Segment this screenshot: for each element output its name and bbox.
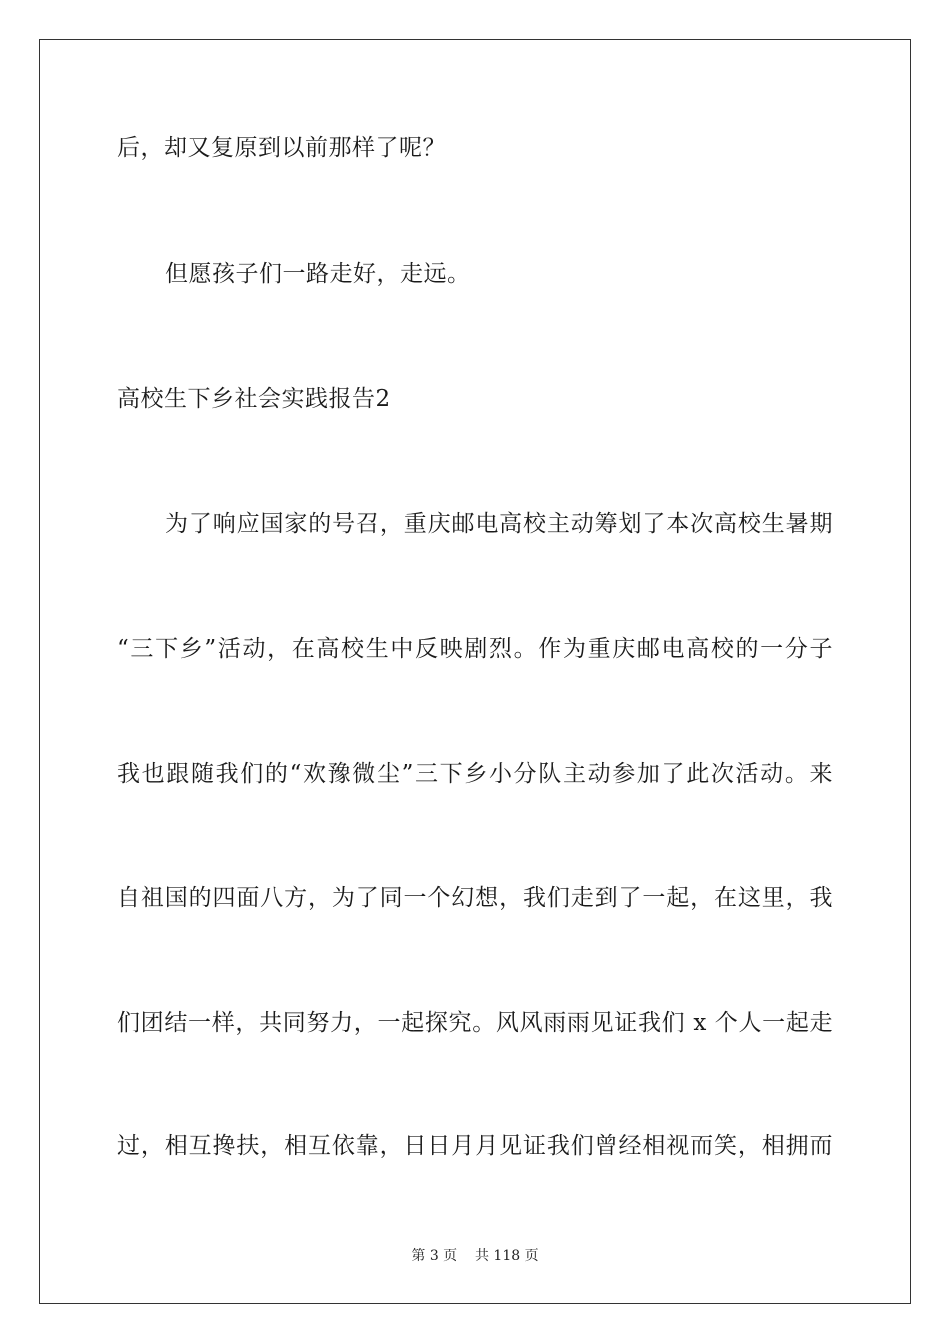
- text-line-8: 过，相互搀扶，相互依靠，日日月月见证我们曾经相视而笑，相拥而: [117, 1133, 833, 1159]
- text-line-4: “三下乡”活动，在高校生中反映剧烈。作为重庆邮电高校的一分子: [117, 636, 833, 662]
- text-line-6: 自祖国的四面八方，为了同一个幻想，我们走到了一起，在这里，我: [117, 885, 833, 911]
- text-line-5: 我也跟随我们的“欢豫微尘”三下乡小分队主动参加了此次活动。来: [117, 761, 833, 787]
- section-heading: 高校生下乡社会实践报告2: [117, 386, 391, 412]
- text-line-2: 但愿孩子们一路走好，走远。: [165, 261, 471, 287]
- page-number-footer: 第 3 页 共 118 页: [411, 1248, 539, 1264]
- text-line-1: 后，却又复原到以前那样了呢？: [117, 135, 446, 161]
- text-line-7: 们团结一样，共同努力，一起探究。风风雨雨见证我们 x 个人一起走: [117, 1010, 833, 1036]
- text-line-3: 为了响应国家的号召，重庆邮电高校主动筹划了本次高校生暑期: [165, 511, 833, 537]
- page-border: [39, 39, 911, 1304]
